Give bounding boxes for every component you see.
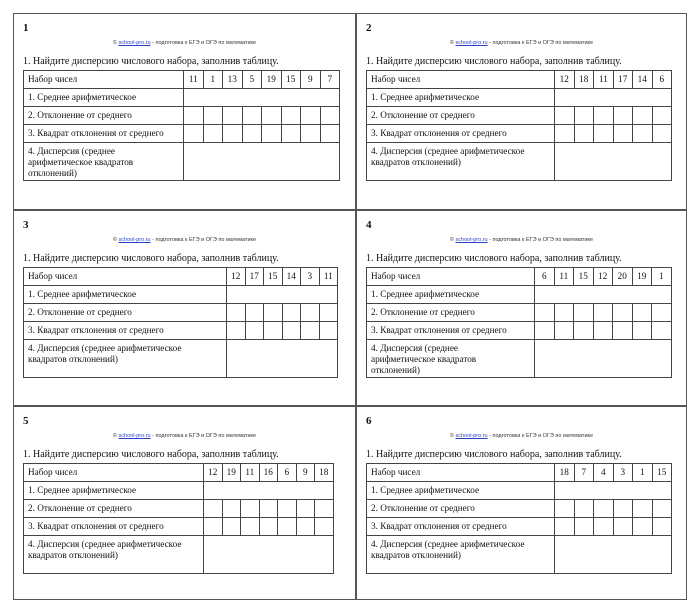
number-set-row (24, 464, 334, 482)
dispersion-label: 4. Дисперсия (среднее арифметическое квадратов отклонений) (24, 340, 227, 378)
deviation-answer-cell[interactable] (535, 304, 555, 322)
square-answer-cell[interactable] (633, 125, 653, 143)
number-cell: 15 (281, 71, 301, 89)
mean-label: 1. Среднее арифметическое (367, 89, 555, 107)
credit-prefix: © (449, 40, 456, 46)
deviation-answer-cell[interactable] (296, 500, 315, 518)
deviation-answer-cell[interactable] (555, 107, 575, 125)
mean-row (367, 286, 672, 304)
square-answer-cell[interactable] (574, 322, 594, 340)
square-answer-cell[interactable] (264, 322, 283, 340)
mean-answer-cell[interactable] (555, 89, 672, 107)
square-answer-cell[interactable] (241, 518, 260, 536)
dispersion-label: 4. Дисперсия (среднее арифметическое квадратов отклонений) (367, 340, 535, 378)
deviation-answer-cell[interactable] (554, 304, 574, 322)
number-set-row (24, 71, 340, 89)
deviation-answer-cell[interactable] (633, 107, 653, 125)
number-set-label: Набор чисел (367, 71, 555, 89)
card-number: 6 (366, 415, 372, 427)
deviation-answer-cell[interactable] (632, 304, 652, 322)
square-answer-cell[interactable] (319, 322, 338, 340)
task-card (13, 210, 356, 406)
square-answer-cell[interactable] (296, 518, 315, 536)
deviation-answer-cell[interactable] (281, 107, 301, 125)
mean-row (24, 286, 338, 304)
credit-line (357, 433, 686, 439)
credit-line (357, 237, 686, 243)
number-cell: 17 (245, 268, 264, 286)
square-answer-cell[interactable] (652, 518, 672, 536)
deviation-answer-cell[interactable] (652, 500, 672, 518)
deviation-answer-cell[interactable] (301, 107, 321, 125)
deviation-row (24, 500, 334, 518)
number-cell: 7 (320, 71, 340, 89)
square-row (367, 518, 672, 536)
square-answer-cell[interactable] (204, 518, 223, 536)
square-row (367, 125, 672, 143)
number-cell: 6 (535, 268, 555, 286)
square-answer-cell[interactable] (259, 518, 278, 536)
deviation-answer-cell[interactable] (259, 500, 278, 518)
square-row (24, 322, 338, 340)
credit-line (14, 433, 355, 439)
deviation-answer-cell[interactable] (633, 500, 653, 518)
deviation-label: 2. Отклонение от среднего (367, 500, 555, 518)
number-cell: 11 (184, 71, 204, 89)
number-cell: 19 (262, 71, 282, 89)
square-answer-cell[interactable] (555, 125, 575, 143)
credit-suffix: - подготовка к ЕГЭ и ОГЭ по математике (487, 40, 594, 46)
number-cell: 18 (315, 464, 334, 482)
square-label: 3. Квадрат отклонения от среднего (367, 125, 555, 143)
number-cell: 11 (554, 268, 574, 286)
deviation-answer-cell[interactable] (222, 500, 241, 518)
square-answer-cell[interactable] (593, 322, 613, 340)
square-answer-cell[interactable] (574, 518, 594, 536)
dispersion-row (24, 340, 338, 378)
dispersion-answer-cell[interactable] (227, 340, 338, 378)
mean-label: 1. Среднее арифметическое (24, 482, 204, 500)
deviation-answer-cell[interactable] (223, 107, 243, 125)
square-answer-cell[interactable] (632, 322, 652, 340)
number-cell: 14 (282, 268, 301, 286)
deviation-answer-cell[interactable] (593, 304, 613, 322)
square-answer-cell[interactable] (262, 125, 282, 143)
square-label: 3. Квадрат отклонения от среднего (24, 125, 184, 143)
number-cell: 1 (652, 268, 672, 286)
number-set-label: Набор чисел (24, 71, 184, 89)
deviation-answer-cell[interactable] (282, 304, 301, 322)
dispersion-label: 4. Дисперсия (среднее арифметическое квадратов отклонений) (367, 536, 555, 574)
number-cell: 1 (633, 464, 653, 482)
number-set-label: Набор чисел (367, 268, 535, 286)
number-cell: 19 (632, 268, 652, 286)
deviation-answer-cell[interactable] (315, 500, 334, 518)
mean-label: 1. Среднее арифметическое (24, 286, 227, 304)
number-cell: 11 (241, 464, 260, 482)
mean-row (24, 482, 334, 500)
number-set-label: Набор чисел (24, 268, 227, 286)
task-text: 1. Найдите дисперсию числового набора, заполнив таблицу. (366, 56, 622, 67)
number-cell: 9 (301, 71, 321, 89)
square-answer-cell[interactable] (594, 125, 614, 143)
mean-label: 1. Среднее арифметическое (367, 286, 535, 304)
card-number: 5 (23, 415, 29, 427)
number-cell: 13 (223, 71, 243, 89)
credit-prefix: © (112, 433, 119, 439)
number-set-label: Набор чисел (24, 464, 204, 482)
mean-answer-cell[interactable] (204, 482, 334, 500)
dispersion-row (24, 143, 340, 181)
number-cell: 18 (555, 464, 575, 482)
square-answer-cell[interactable] (301, 125, 321, 143)
deviation-answer-cell[interactable] (245, 304, 264, 322)
task-text: 1. Найдите дисперсию числового набора, заполнив таблицу. (23, 56, 279, 67)
credit-line (14, 40, 355, 46)
number-cell: 11 (594, 71, 614, 89)
credit-prefix: © (449, 237, 456, 243)
deviation-row (367, 500, 672, 518)
number-cell: 19 (222, 464, 241, 482)
mean-answer-cell[interactable] (535, 286, 672, 304)
credit-suffix: - подготовка к ЕГЭ и ОГЭ по математике (150, 237, 257, 243)
square-row (24, 518, 334, 536)
square-answer-cell[interactable] (203, 125, 223, 143)
square-answer-cell[interactable] (242, 125, 262, 143)
credit-line (357, 40, 686, 46)
deviation-answer-cell[interactable] (594, 500, 614, 518)
dispersion-row (24, 536, 334, 574)
credit-suffix: - подготовка к ЕГЭ и ОГЭ по математике (487, 433, 594, 439)
dispersion-answer-cell[interactable] (555, 143, 672, 181)
variance-table (366, 70, 672, 181)
square-answer-cell[interactable] (222, 518, 241, 536)
square-answer-cell[interactable] (245, 322, 264, 340)
credit-prefix: © (112, 237, 119, 243)
number-cell: 4 (594, 464, 614, 482)
square-answer-cell[interactable] (301, 322, 320, 340)
deviation-answer-cell[interactable] (613, 304, 633, 322)
square-answer-cell[interactable] (652, 125, 672, 143)
dispersion-label: 4. Дисперсия (среднее арифметическое квадратов отклонений) (24, 536, 204, 574)
square-answer-cell[interactable] (555, 518, 575, 536)
number-cell: 3 (301, 268, 320, 286)
square-row (367, 322, 672, 340)
square-answer-cell[interactable] (613, 518, 633, 536)
square-answer-cell[interactable] (184, 125, 204, 143)
credit-suffix: - подготовка к ЕГЭ и ОГЭ по математике (487, 237, 594, 243)
deviation-answer-cell[interactable] (652, 107, 672, 125)
task-text: 1. Найдите дисперсию числового набора, заполнив таблицу. (366, 449, 622, 460)
deviation-row (24, 304, 338, 322)
mean-row (24, 89, 340, 107)
square-label: 3. Квадрат отклонения от среднего (24, 322, 227, 340)
number-cell: 7 (574, 464, 594, 482)
deviation-answer-cell[interactable] (264, 304, 283, 322)
deviation-row (367, 304, 672, 322)
number-cell: 5 (242, 71, 262, 89)
deviation-row (367, 107, 672, 125)
square-answer-cell[interactable] (633, 518, 653, 536)
square-answer-cell[interactable] (320, 125, 340, 143)
number-cell: 20 (613, 268, 633, 286)
number-cell: 11 (319, 268, 338, 286)
number-cell: 15 (574, 268, 594, 286)
deviation-answer-cell[interactable] (574, 304, 594, 322)
deviation-answer-cell[interactable] (301, 304, 320, 322)
square-answer-cell[interactable] (594, 518, 614, 536)
deviation-answer-cell[interactable] (613, 107, 633, 125)
credit-prefix: © (449, 433, 456, 439)
number-set-row (367, 71, 672, 89)
number-cell: 12 (204, 464, 223, 482)
number-cell: 12 (555, 71, 575, 89)
deviation-answer-cell[interactable] (241, 500, 260, 518)
number-set-row (367, 268, 672, 286)
square-answer-cell[interactable] (554, 322, 574, 340)
mean-answer-cell[interactable] (184, 89, 340, 107)
credit-prefix: © (112, 40, 119, 46)
square-answer-cell[interactable] (223, 125, 243, 143)
dispersion-label: 4. Дисперсия (среднее арифметическое квадратов отклонений) (24, 143, 184, 181)
square-row (24, 125, 340, 143)
card-number: 4 (366, 219, 372, 231)
number-cell: 1 (203, 71, 223, 89)
square-answer-cell[interactable] (613, 125, 633, 143)
variance-table (366, 463, 672, 574)
task-card (356, 210, 687, 406)
credit-line (14, 237, 355, 243)
number-set-row (367, 464, 672, 482)
dispersion-answer-cell[interactable] (535, 340, 672, 378)
deviation-answer-cell[interactable] (242, 107, 262, 125)
deviation-answer-cell[interactable] (278, 500, 297, 518)
dispersion-row (367, 536, 672, 574)
mean-answer-cell[interactable] (555, 482, 672, 500)
card-number: 3 (23, 219, 29, 231)
site-link[interactable]: school-pro.ru (118, 433, 151, 439)
task-card (356, 13, 687, 210)
square-answer-cell[interactable] (574, 125, 594, 143)
number-cell: 9 (296, 464, 315, 482)
mean-row (367, 482, 672, 500)
deviation-answer-cell[interactable] (203, 107, 223, 125)
deviation-answer-cell[interactable] (574, 500, 594, 518)
number-cell: 14 (633, 71, 653, 89)
site-link[interactable]: school-pro.ru (118, 237, 151, 243)
number-cell: 16 (259, 464, 278, 482)
square-answer-cell[interactable] (278, 518, 297, 536)
number-cell: 12 (227, 268, 246, 286)
deviation-answer-cell[interactable] (594, 107, 614, 125)
number-cell: 6 (278, 464, 297, 482)
dispersion-row (367, 340, 672, 378)
deviation-answer-cell[interactable] (184, 107, 204, 125)
task-text: 1. Найдите дисперсию числового набора, заполнив таблицу. (23, 253, 279, 264)
mean-answer-cell[interactable] (227, 286, 338, 304)
deviation-label: 2. Отклонение от среднего (367, 107, 555, 125)
mean-label: 1. Среднее арифметическое (367, 482, 555, 500)
site-link[interactable]: school-pro.ru (118, 40, 151, 46)
square-label: 3. Квадрат отклонения от среднего (24, 518, 204, 536)
task-card (356, 406, 687, 600)
variance-table (23, 463, 334, 574)
number-cell: 3 (613, 464, 633, 482)
deviation-answer-cell[interactable] (320, 107, 340, 125)
number-cell: 15 (652, 464, 672, 482)
square-answer-cell[interactable] (535, 322, 555, 340)
number-cell: 12 (593, 268, 613, 286)
site-link[interactable]: school-pro.ru (455, 433, 488, 439)
task-text: 1. Найдите дисперсию числового набора, заполнив таблицу. (366, 253, 622, 264)
task-text: 1. Найдите дисперсию числового набора, заполнив таблицу. (23, 449, 279, 460)
square-answer-cell[interactable] (227, 322, 246, 340)
number-cell: 6 (652, 71, 672, 89)
deviation-answer-cell[interactable] (204, 500, 223, 518)
number-set-row (24, 268, 338, 286)
dispersion-answer-cell[interactable] (184, 143, 340, 181)
square-answer-cell[interactable] (315, 518, 334, 536)
card-number: 1 (23, 22, 29, 34)
deviation-answer-cell[interactable] (262, 107, 282, 125)
deviation-answer-cell[interactable] (574, 107, 594, 125)
credit-suffix: - подготовка к ЕГЭ и ОГЭ по математике (150, 40, 257, 46)
site-link[interactable]: school-pro.ru (455, 237, 488, 243)
dispersion-answer-cell[interactable] (204, 536, 334, 574)
square-label: 3. Квадрат отклонения от среднего (367, 322, 535, 340)
deviation-answer-cell[interactable] (227, 304, 246, 322)
square-answer-cell[interactable] (652, 322, 672, 340)
task-card (13, 13, 356, 210)
deviation-label: 2. Отклонение от среднего (24, 107, 184, 125)
variance-table (23, 267, 338, 378)
number-set-label: Набор чисел (367, 464, 555, 482)
number-cell: 17 (613, 71, 633, 89)
site-link[interactable]: school-pro.ru (455, 40, 488, 46)
number-cell: 15 (264, 268, 283, 286)
mean-label: 1. Среднее арифметическое (24, 89, 184, 107)
deviation-row (24, 107, 340, 125)
square-answer-cell[interactable] (613, 322, 633, 340)
deviation-answer-cell[interactable] (319, 304, 338, 322)
deviation-answer-cell[interactable] (652, 304, 672, 322)
credit-suffix: - подготовка к ЕГЭ и ОГЭ по математике (150, 433, 257, 439)
square-label: 3. Квадрат отклонения от среднего (367, 518, 555, 536)
square-answer-cell[interactable] (282, 322, 301, 340)
dispersion-row (367, 143, 672, 181)
deviation-label: 2. Отклонение от среднего (24, 500, 204, 518)
deviation-label: 2. Отклонение от среднего (367, 304, 535, 322)
mean-row (367, 89, 672, 107)
square-answer-cell[interactable] (281, 125, 301, 143)
task-card (13, 406, 356, 600)
deviation-answer-cell[interactable] (555, 500, 575, 518)
deviation-answer-cell[interactable] (613, 500, 633, 518)
number-cell: 18 (574, 71, 594, 89)
dispersion-answer-cell[interactable] (555, 536, 672, 574)
dispersion-label: 4. Дисперсия (среднее арифметическое квадратов отклонений) (367, 143, 555, 181)
card-number: 2 (366, 22, 372, 34)
deviation-label: 2. Отклонение от среднего (24, 304, 227, 322)
variance-table (366, 267, 672, 378)
variance-table (23, 70, 340, 181)
